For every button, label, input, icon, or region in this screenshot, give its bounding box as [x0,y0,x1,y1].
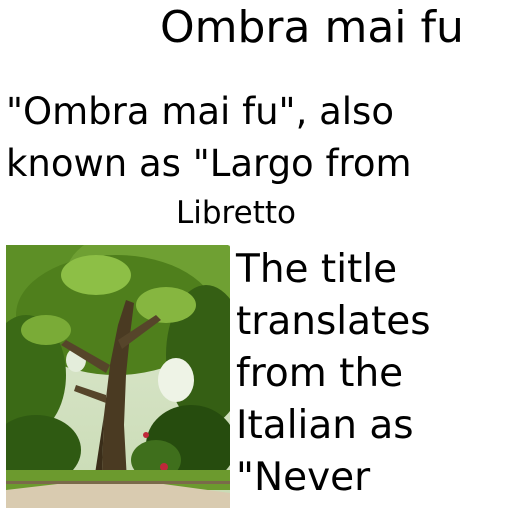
body-line: translates [236,299,431,344]
body-paragraph [236,244,512,504]
tree-photo [6,245,230,508]
body-line: The title [236,247,398,292]
body-line: from the [236,351,404,396]
section-heading: Libretto [176,195,296,231]
body-line: Italian as [236,403,414,448]
intro-line: "Ombra mai fu", also [6,90,394,133]
intro-paragraph [6,86,510,190]
page-title: Ombra mai fu [160,2,464,53]
intro-line: known as "Largo from [6,142,412,185]
body-line: "Never [236,455,371,500]
